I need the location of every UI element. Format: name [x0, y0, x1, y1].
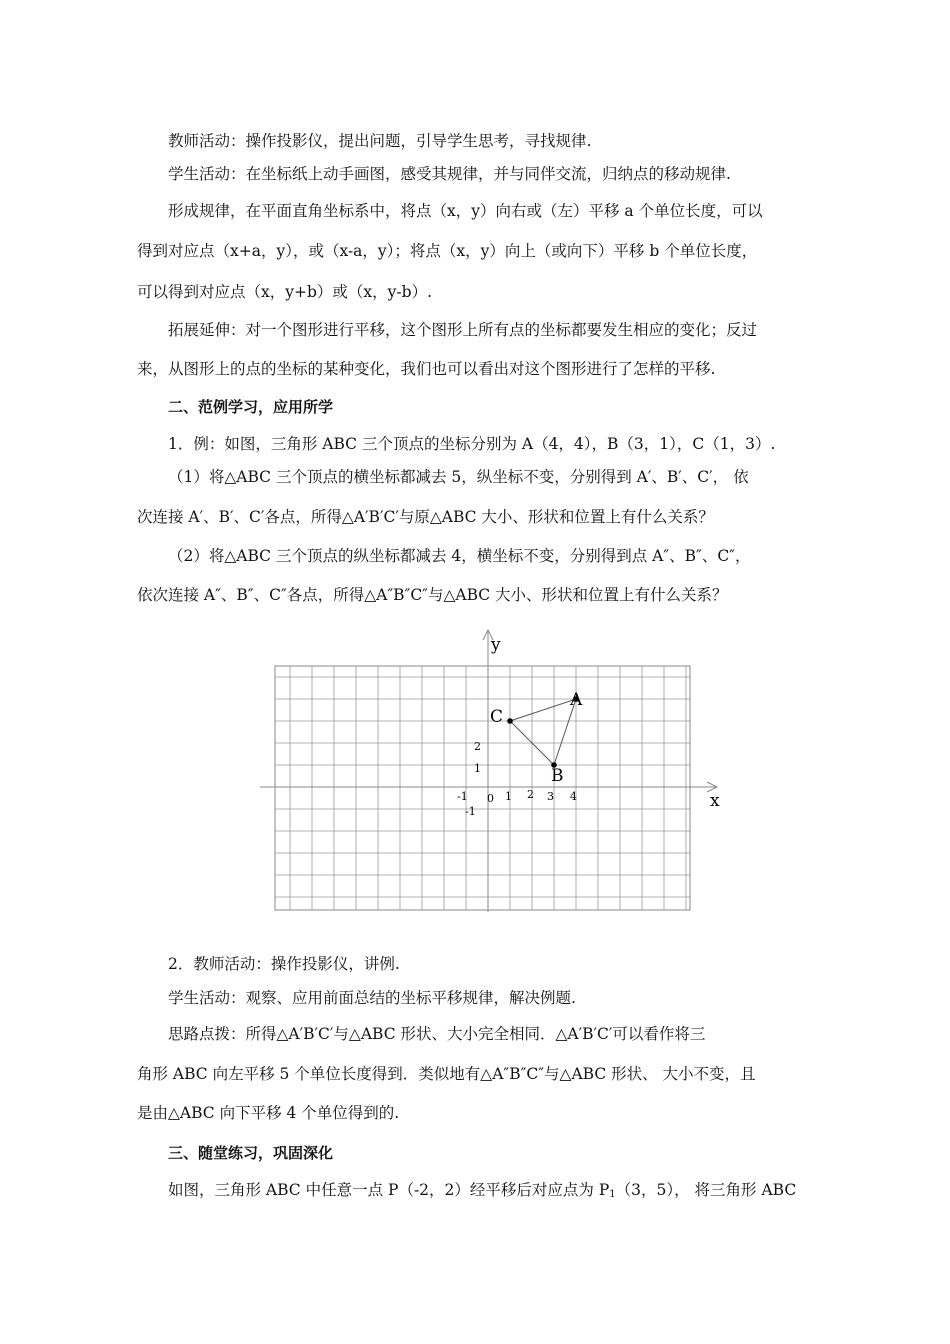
- tick-x-2: 2: [527, 788, 534, 801]
- step-2-student: 学生活动：观察、应用前面总结的坐标平移规律，解决例题.: [168, 989, 576, 1007]
- paragraph-extension-line-1: 拓展延伸：对一个图形进行平移，这个图形上所有点的坐标都要发生相应的变化；反过: [168, 321, 758, 339]
- tick-x-4: 4: [570, 790, 577, 803]
- grid-border: [275, 666, 690, 910]
- step-2-teacher: 2．教师活动：操作投影仪，讲例.: [168, 955, 400, 973]
- paragraph-teacher-activity: 教师活动：操作投影仪，提出问题，引导学生思考，寻找规律.: [168, 132, 592, 150]
- section-heading-3: 三、随堂练习，巩固深化: [168, 1144, 334, 1162]
- practice-text-b: （3，5）， 将三角形 ABC: [615, 1181, 797, 1199]
- hint-line-1: 思路点拨：所得△A′B′C′与△ABC 形状、大小完全相同．△A′B′C′可以看作将三: [168, 1025, 706, 1043]
- question-1-line-2: 次连接 A′、B′、C′各点，所得△A′B′C′与原△ABC 大小、形状和位置上有什么关系？: [137, 508, 714, 526]
- tick-x-1: 1: [505, 790, 512, 803]
- coordinate-grid-figure: [255, 628, 735, 922]
- practice-statement: [168, 1180, 818, 1205]
- practice-subscript: 1: [609, 1189, 616, 1200]
- label-c: C: [490, 707, 504, 727]
- question-2-line-2: 依次连接 A″、B″、C″各点，所得△A″B″C″与△ABC 大小、形状和位置上有什么关系？: [137, 586, 728, 604]
- tick-y-neg1: -1: [465, 805, 476, 818]
- y-axis-label: y: [491, 635, 501, 655]
- hint-line-3: 是由△ABC 向下平移 4 个单位得到的.: [137, 1104, 400, 1122]
- practice-text-a: 如图，三角形 ABC 中任意一点 P（-2，2）经平移后对应点为 P: [168, 1181, 610, 1199]
- paragraph-extension-line-2: 来，从图形上的点的坐标的某种变化，我们也可以看出对这个图形进行了怎样的平移.: [137, 360, 716, 378]
- label-a: A: [570, 690, 583, 710]
- paragraph-student-activity: 学生活动：在坐标纸上动手画图，感受其规律，并与同伴交流，归纳点的移动规律.: [168, 165, 731, 183]
- example-1-statement: 1．例：如图，三角形 ABC 三个顶点的坐标分别为 A（4，4），B（3，1），C（1，3）.: [168, 435, 776, 453]
- triangle-abc: [507, 696, 579, 768]
- hint-line-2: 角形 ABC 向左平移 5 个单位长度得到．类似地有△A″B″C″与△ABC 形状、 大小不变，且: [137, 1065, 756, 1083]
- tick-x-neg1: -1: [457, 790, 468, 803]
- grid-lines: [275, 666, 690, 910]
- x-axis-label: x: [710, 791, 720, 811]
- tick-x-3: 3: [547, 790, 554, 803]
- paragraph-rule-line-2: 得到对应点（x+a，y），或（x-a，y）；将点（x，y）向上（或向下）平移 b 个单位长度，: [137, 242, 758, 260]
- tick-origin: 0: [487, 792, 494, 805]
- point-c: [507, 718, 513, 724]
- section-heading-2: 二、范例学习，应用所学: [168, 398, 334, 416]
- tick-y-1: 1: [474, 762, 481, 775]
- question-1-line-1: （1）将△ABC 三个顶点的横坐标都减去 5，纵坐标不变，分别得到 A′、B′、C′， 依: [168, 468, 749, 486]
- paragraph-rule-line-1: 形成规律，在平面直角坐标系中，将点（x，y）向右或（左）平移 a 个单位长度，可以: [168, 202, 763, 220]
- triangle-outline: [510, 699, 576, 765]
- question-2-line-1: （2）将△ABC 三个顶点的纵坐标都减去 4，横坐标不变，分别得到点 A″、B″、C″，: [168, 547, 751, 565]
- label-b: B: [551, 766, 564, 786]
- paragraph-rule-line-3: 可以得到对应点（x，y+b）或（x，y-b）.: [137, 283, 432, 301]
- tick-y-2: 2: [474, 740, 481, 753]
